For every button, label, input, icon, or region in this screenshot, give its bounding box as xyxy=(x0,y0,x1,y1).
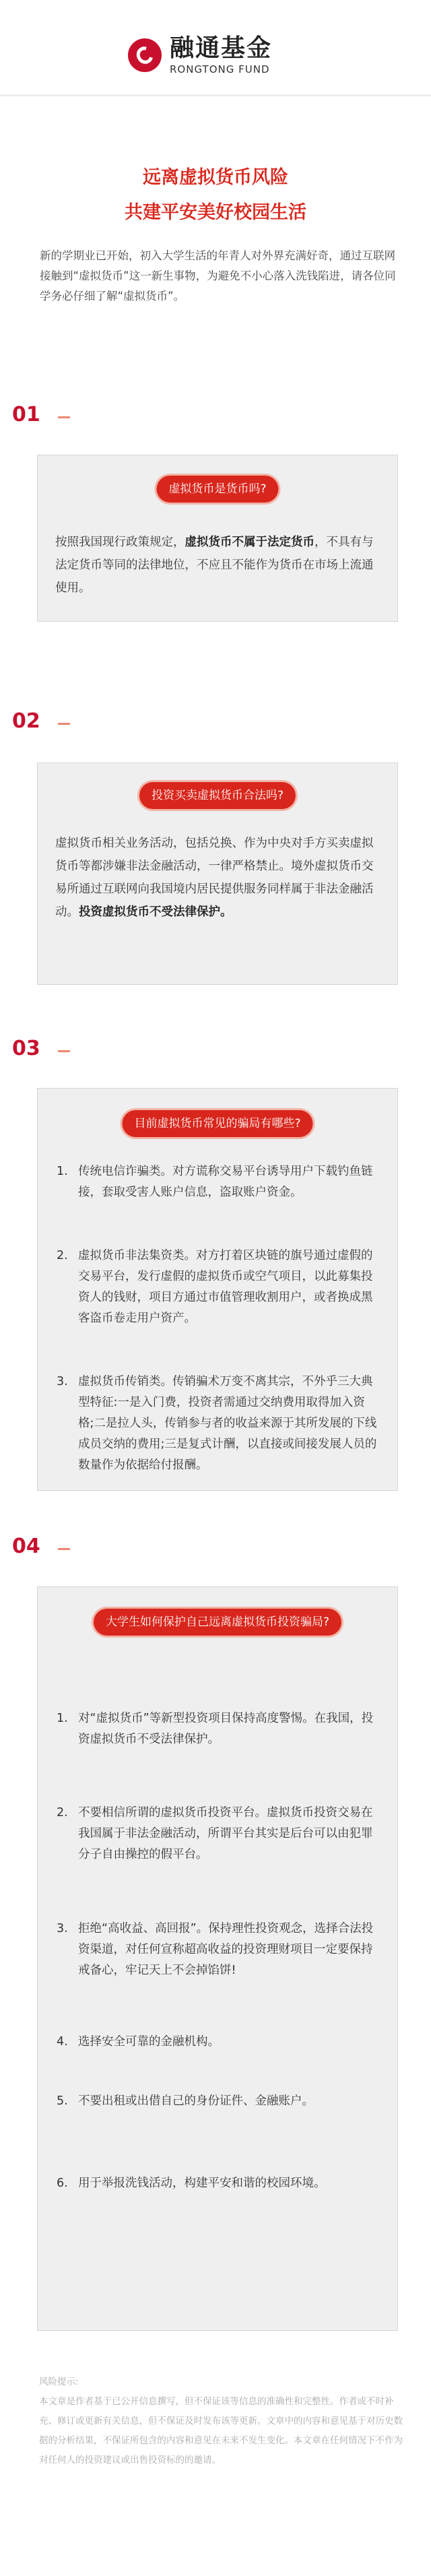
section-body-02 xyxy=(55,832,380,924)
list-item-text: 虚拟货币传销类。传销骗术万变不离其宗，不外乎三大典型特征:一是入门费，投资者需通过交纳费用取得加入资格;二是拉人头，传销参与者的收益来源于其所发展的下线成员交纳的费用;三是复式计酬，以直接或间接发展人员的数量作为依据给付报酬。 xyxy=(78,1375,377,1472)
list-item-number: 2. xyxy=(57,1249,68,1262)
section-card-03 xyxy=(37,1088,398,1491)
list-item-number: 2. xyxy=(57,1806,68,1820)
list-item xyxy=(57,1372,378,1476)
body-text: ，不具有与法定货币等同的法律地位，不应且不能作为货币在市场上流通使用。 xyxy=(55,536,374,595)
header-divider xyxy=(0,94,431,96)
list-item xyxy=(57,1803,378,1865)
section-card-01 xyxy=(37,455,398,622)
list-item-text: 拒绝“高收益、高回报”。保持理性投资观念，选择合法投资渠道，对任何宣称超高收益的投资理财项目一定要保持戒备心，牢记天上不会掉馅饼! xyxy=(78,1922,374,1977)
list-item xyxy=(57,1919,378,1981)
section-heading-03: 目前虚拟货币常见的骗局有哪些? xyxy=(122,1110,312,1137)
section-dash-03 xyxy=(58,1050,70,1052)
logo-name-en: RONGTONG FUND xyxy=(170,63,270,75)
article-title xyxy=(0,160,431,230)
section-dash-02 xyxy=(58,723,70,725)
list-item-text: 虚拟货币非法集资类。对方打着区块链的旗号通过虚假的交易平台，发行虚假的虚拟货币或空气项目，以此募集投资人的钱财，项目方通过市值管理收割用户，或者换成黑客盗币卷走用户资产。 xyxy=(78,1249,373,1325)
logo-name-cn: 融通基金 xyxy=(170,34,273,62)
list-item-text: 不要相信所谓的虚拟货币投资平台。虚拟货币投资交易在我国属于非法金融活动，所谓平台其实是后台可以由犯罪分子自由操控的假平台。 xyxy=(78,1806,373,1861)
logo-icon xyxy=(128,38,162,72)
section-number-01: 01 xyxy=(12,403,40,426)
section-number-03: 03 xyxy=(12,1037,40,1060)
list-item xyxy=(57,1708,378,1750)
list-item-number: 1. xyxy=(57,1165,68,1178)
title-line-2: 共建平安美好校园生活 xyxy=(125,202,306,223)
list-item-text: 选择安全可靠的金融机构。 xyxy=(78,2035,220,2049)
title-line-1: 远离虚拟货币风险 xyxy=(143,167,288,188)
risk-heading: 风险提示: xyxy=(39,2377,79,2387)
body-text: 虚拟货币相关业务活动，包括兑换、作为中央对手方买卖虚拟货币等都涉嫌非法金融活动，一律严格禁止。境外虚拟货币交易所通过互联网向我国境内居民提供服务同样属于非法金融活动。 xyxy=(55,837,374,919)
list-item-number: 3. xyxy=(57,1375,68,1388)
header xyxy=(0,0,431,85)
intro-paragraph: 新的学期业已开始，初入大学生活的年青人对外界充满好奇，通过互联网接触到“虚拟货币”这一新生事物，为避免不小心落入洗钱陷进，请各位同学务必仔细了解“虚拟货币”。 xyxy=(40,249,396,302)
list-item-number: 1. xyxy=(57,1712,68,1725)
list-item-number: 6. xyxy=(57,2177,68,2190)
section-number-04: 04 xyxy=(12,1535,40,1558)
section-body-01 xyxy=(55,531,380,600)
list-item-text: 不要出租或出借自己的身份证件、金融账户。 xyxy=(78,2094,314,2108)
section-dash-04 xyxy=(58,1548,70,1550)
list-item xyxy=(57,2032,378,2053)
section-heading-01: 虚拟货币是货币吗? xyxy=(156,476,278,503)
section-heading-04: 大学生如何保护自己远离虚拟货币投资骗局? xyxy=(94,1609,341,1636)
section-card-04 xyxy=(37,1586,398,2331)
list-item-text: 传统电信诈骗类。对方谎称交易平台诱导用户下载钓鱼链接，套取受害人账户信息，盗取账户资金。 xyxy=(78,1165,373,1199)
list-item xyxy=(57,1246,378,1329)
brand-logo xyxy=(128,35,272,75)
section-number-02: 02 xyxy=(12,709,40,733)
section-heading-02: 投资买卖虚拟货币合法吗? xyxy=(139,782,296,809)
section-dash-01 xyxy=(58,416,70,418)
list-item-number: 4. xyxy=(57,2035,68,2049)
list-item xyxy=(57,2173,378,2194)
list-item-text: 用于举报洗钱活动，构建平安和谐的校园环境。 xyxy=(78,2177,326,2190)
body-text: 按照我国现行政策规定， xyxy=(55,536,185,549)
list-item-text: 对“虚拟货币”等新型投资项目保持高度警惕。在我国，投资虚拟货币不受法律保护。 xyxy=(78,1712,374,1746)
list-item xyxy=(57,2091,378,2112)
body-bold-text: 虚拟货币不属于法定货币 xyxy=(185,536,314,549)
list-item-number: 5. xyxy=(57,2094,68,2108)
list-item-number: 3. xyxy=(57,1922,68,1935)
section-card-02 xyxy=(37,763,398,985)
body-bold-text: 投资虚拟货币不受法律保护。 xyxy=(79,905,232,919)
list-item xyxy=(57,1161,378,1203)
risk-text: 本文章是作者基于已公开信息撰写，但不保证该等信息的准确性和完整性。作者或不时补充、修订或更新有关信息，但不保证及时发布该等更新。文章中的内容和意见基于对历史数据的分析结果，不保证所包含的内容和意见在未来不发生变化。本文章在任何情况下不作为对任何人的投资建议或出售投资标的的邀请。 xyxy=(39,2396,403,2466)
risk-disclaimer xyxy=(39,2373,406,2470)
